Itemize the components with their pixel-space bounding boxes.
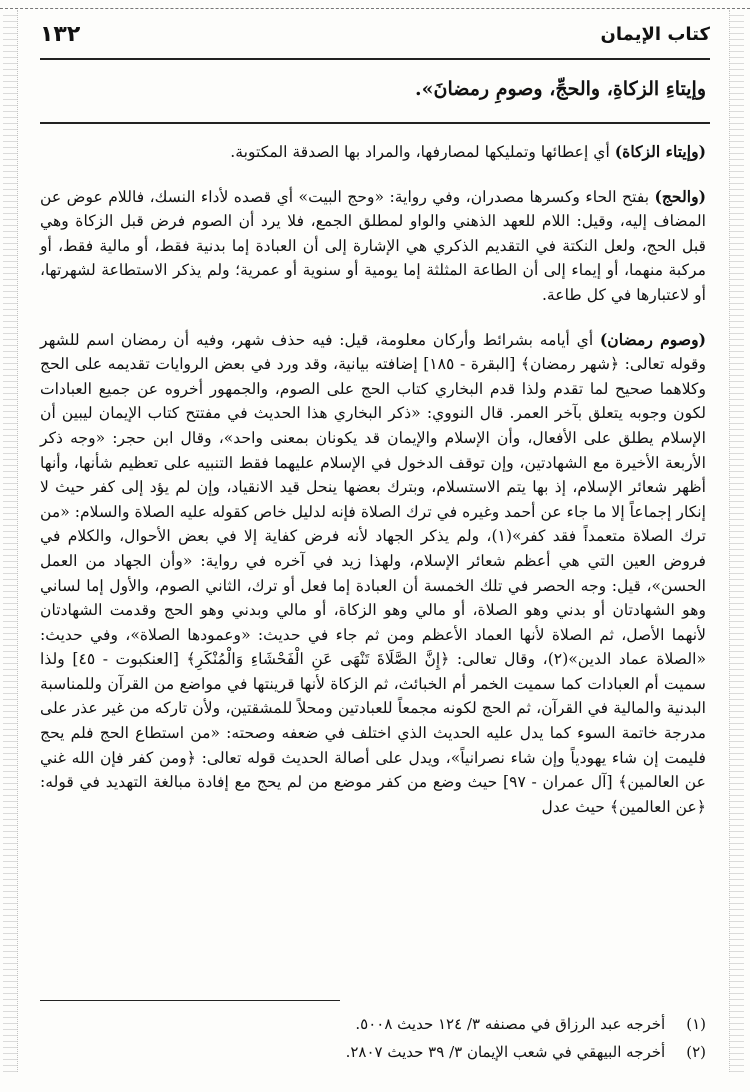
section-divider (40, 122, 710, 124)
footnote-number: (١) (686, 1015, 706, 1033)
paragraph-text: أي إعطائها وتمليكها لمصارفها، والمراد بها الصدقة المكتوبة. (230, 143, 615, 161)
term-sawm: (وصوم رمضان) (599, 329, 706, 349)
commentary-body (40, 140, 706, 839)
term-zakat: (وإيتاء الزكاة) (614, 142, 706, 161)
footnote-text: أخرجه البيهقي في شعب الإيمان ٣/ ٣٩ حديث ٢٨٠٧. (345, 1043, 666, 1061)
footnote (40, 1010, 706, 1038)
paragraph-text: بفتح الحاء وكسرها مصدران، وفي رواية: «وحج البيت» أي قصده لأداء النسك، فاللام عوض عن المضاف إليه، وقيل: اللام للعهد الذهني والواو لمطلق الجمع، فلا يرد أن الصوم فرض قبل الزكاة وهي قبل الحج، ولعل النكتة في التقديم الذكري هي الإشارة إلى أن العبادة إما بدنية فقط، أو مالية فقط، أو مركبة منهما، أو إيماء إلى أن الطاعة المثلثة إما يومية أو سنوية أو عمرية؛ ولم يذكر الاستطاعة لشهرتها، أو لاعتبارها في كل طاعة. (40, 187, 706, 304)
paragraph-text: أي أيامه بشرائط وأركان معلومة، قيل: فيه حذف شهر، وفيه أن رمضان اسم للشهر وقوله تعالى: ﴿شهر رمضان﴾ [البقرة - ١٨٥] إضافته بيانية، وقد ورد في بعض الروايات تقديمه على الحج وكلاهما صحيح لما تقدم ولذا قدم البخاري كتاب الحج على الصوم، والجمهور أخروه عن جميع العبادات لكون وجوبه يتعلق بآخر العمر. قال النووي: «ذكر البخاري هذا الحديث في مفتتح كتاب الإيمان ليبين أن الإسلام يطلق على الأفعال، وأن الإسلام والإيمان قد يكونان بمعنى واحد»، وقال ابن حجر: «وجه ذكر الأربعة الأخيرة مع الشهادتين، وإن توقف الدخول في الإسلام عليهما فقط التنبيه على تعظيم شأنها، وأنها أظهر شعائر الإسلام، إذ بها يتم الاستسلام، وبترك بعضها ينحل قيد الانقياد، وإن لم يؤد إلى كفر حيث لا إنكار إجماعاً إلا ما جاء عن أحمد وغيره في ترك الصلاة فإنه لدليل خاص كقوله عليه الصلاة والسلام: «من ترك الصلاة متعمداً فقد كفر»(١)، ولم يذكر الجهاد لأنه فرض كفاية إلا في بعض الأحوال، والكلام في فروض العين التي هي أعظم شعائر الإسلام، ولهذا زيد في آخره في رواية: «وأن الجهاد من العمل الحسن»، قيل: وجه الحصر في تلك الخمسة أن العبادة إما فعل أو ترك، الثاني الصوم، والأول إما لساني وهو الشهادتان أو بدني وهو الصلاة، أو مالي وهو الزكاة، أو مالي وبدني وهو الحج وقدمت الشهادتان لأنهما الأصل، ثم الصلاة لأنها العماد الأعظم ومن ثم جاء في حديث: «وعمودها الصلاة»، وفي حديث: «الصلاة عماد الدين»(٢)، وقال تعالى: ﴿إِنَّ الصَّلَاةَ تَنْهَى عَنِ الْفَحْشَاءِ وَالْمُنْكَرِ﴾ [العنكبوت - ٤٥] ولذا سميت أم العبادات كما سميت الخمر أم الخبائث، ثم الزكاة لأنها قرينتها في مواضع من القرآن وللمناسبة البدنية والمالية في القرآن، ثم الحج لكونه مجمعاً للعبادتين ومحلاً للمشقتين، ولأن تاركه من غير عذر على مدرجة خاتمة السوء كما يدل عليه الحديث الذي اختلف في ضعفه وصحته: «من استطاع الحج فلم يحج فليمت إن شاء يهودياً وإن شاء نصرانياً»، ويدل على أصالة الحديث قوله تعالى: ﴿ومن كفر فإن الله غني عن العالمين﴾ [آل عمران - ٩٧] حيث وضع من كفر موضع من لم يحج مع إفادة مبالغة التهديد في قوله: ﴿عن العالمين﴾ حيث عدل (40, 330, 707, 816)
footnote-number: (٢) (686, 1043, 706, 1061)
term-hajj: (والحج) (654, 186, 706, 206)
footnote-text: أخرجه عبد الرزاق في مصنفه ٣/ ١٢٤ حديث ٥٠٠٨. (355, 1015, 666, 1033)
page-top-border (0, 0, 750, 9)
page-left-border (3, 10, 18, 1072)
footnote (40, 1038, 706, 1066)
book-title: كتاب الإيمان (600, 24, 710, 45)
hadith-text: وإيتاءِ الزكاةِ، والحجِّ، وصومِ رمضانَ». (415, 78, 706, 100)
page-right-border (729, 10, 744, 1072)
page-header (40, 18, 710, 60)
paragraph-zakat (40, 140, 706, 165)
paragraph-hajj (40, 185, 706, 308)
footnote-divider (40, 1000, 340, 1001)
footnotes (40, 1010, 706, 1066)
page-number: ١٣٢ (40, 22, 81, 47)
paragraph-sawm (40, 328, 706, 820)
